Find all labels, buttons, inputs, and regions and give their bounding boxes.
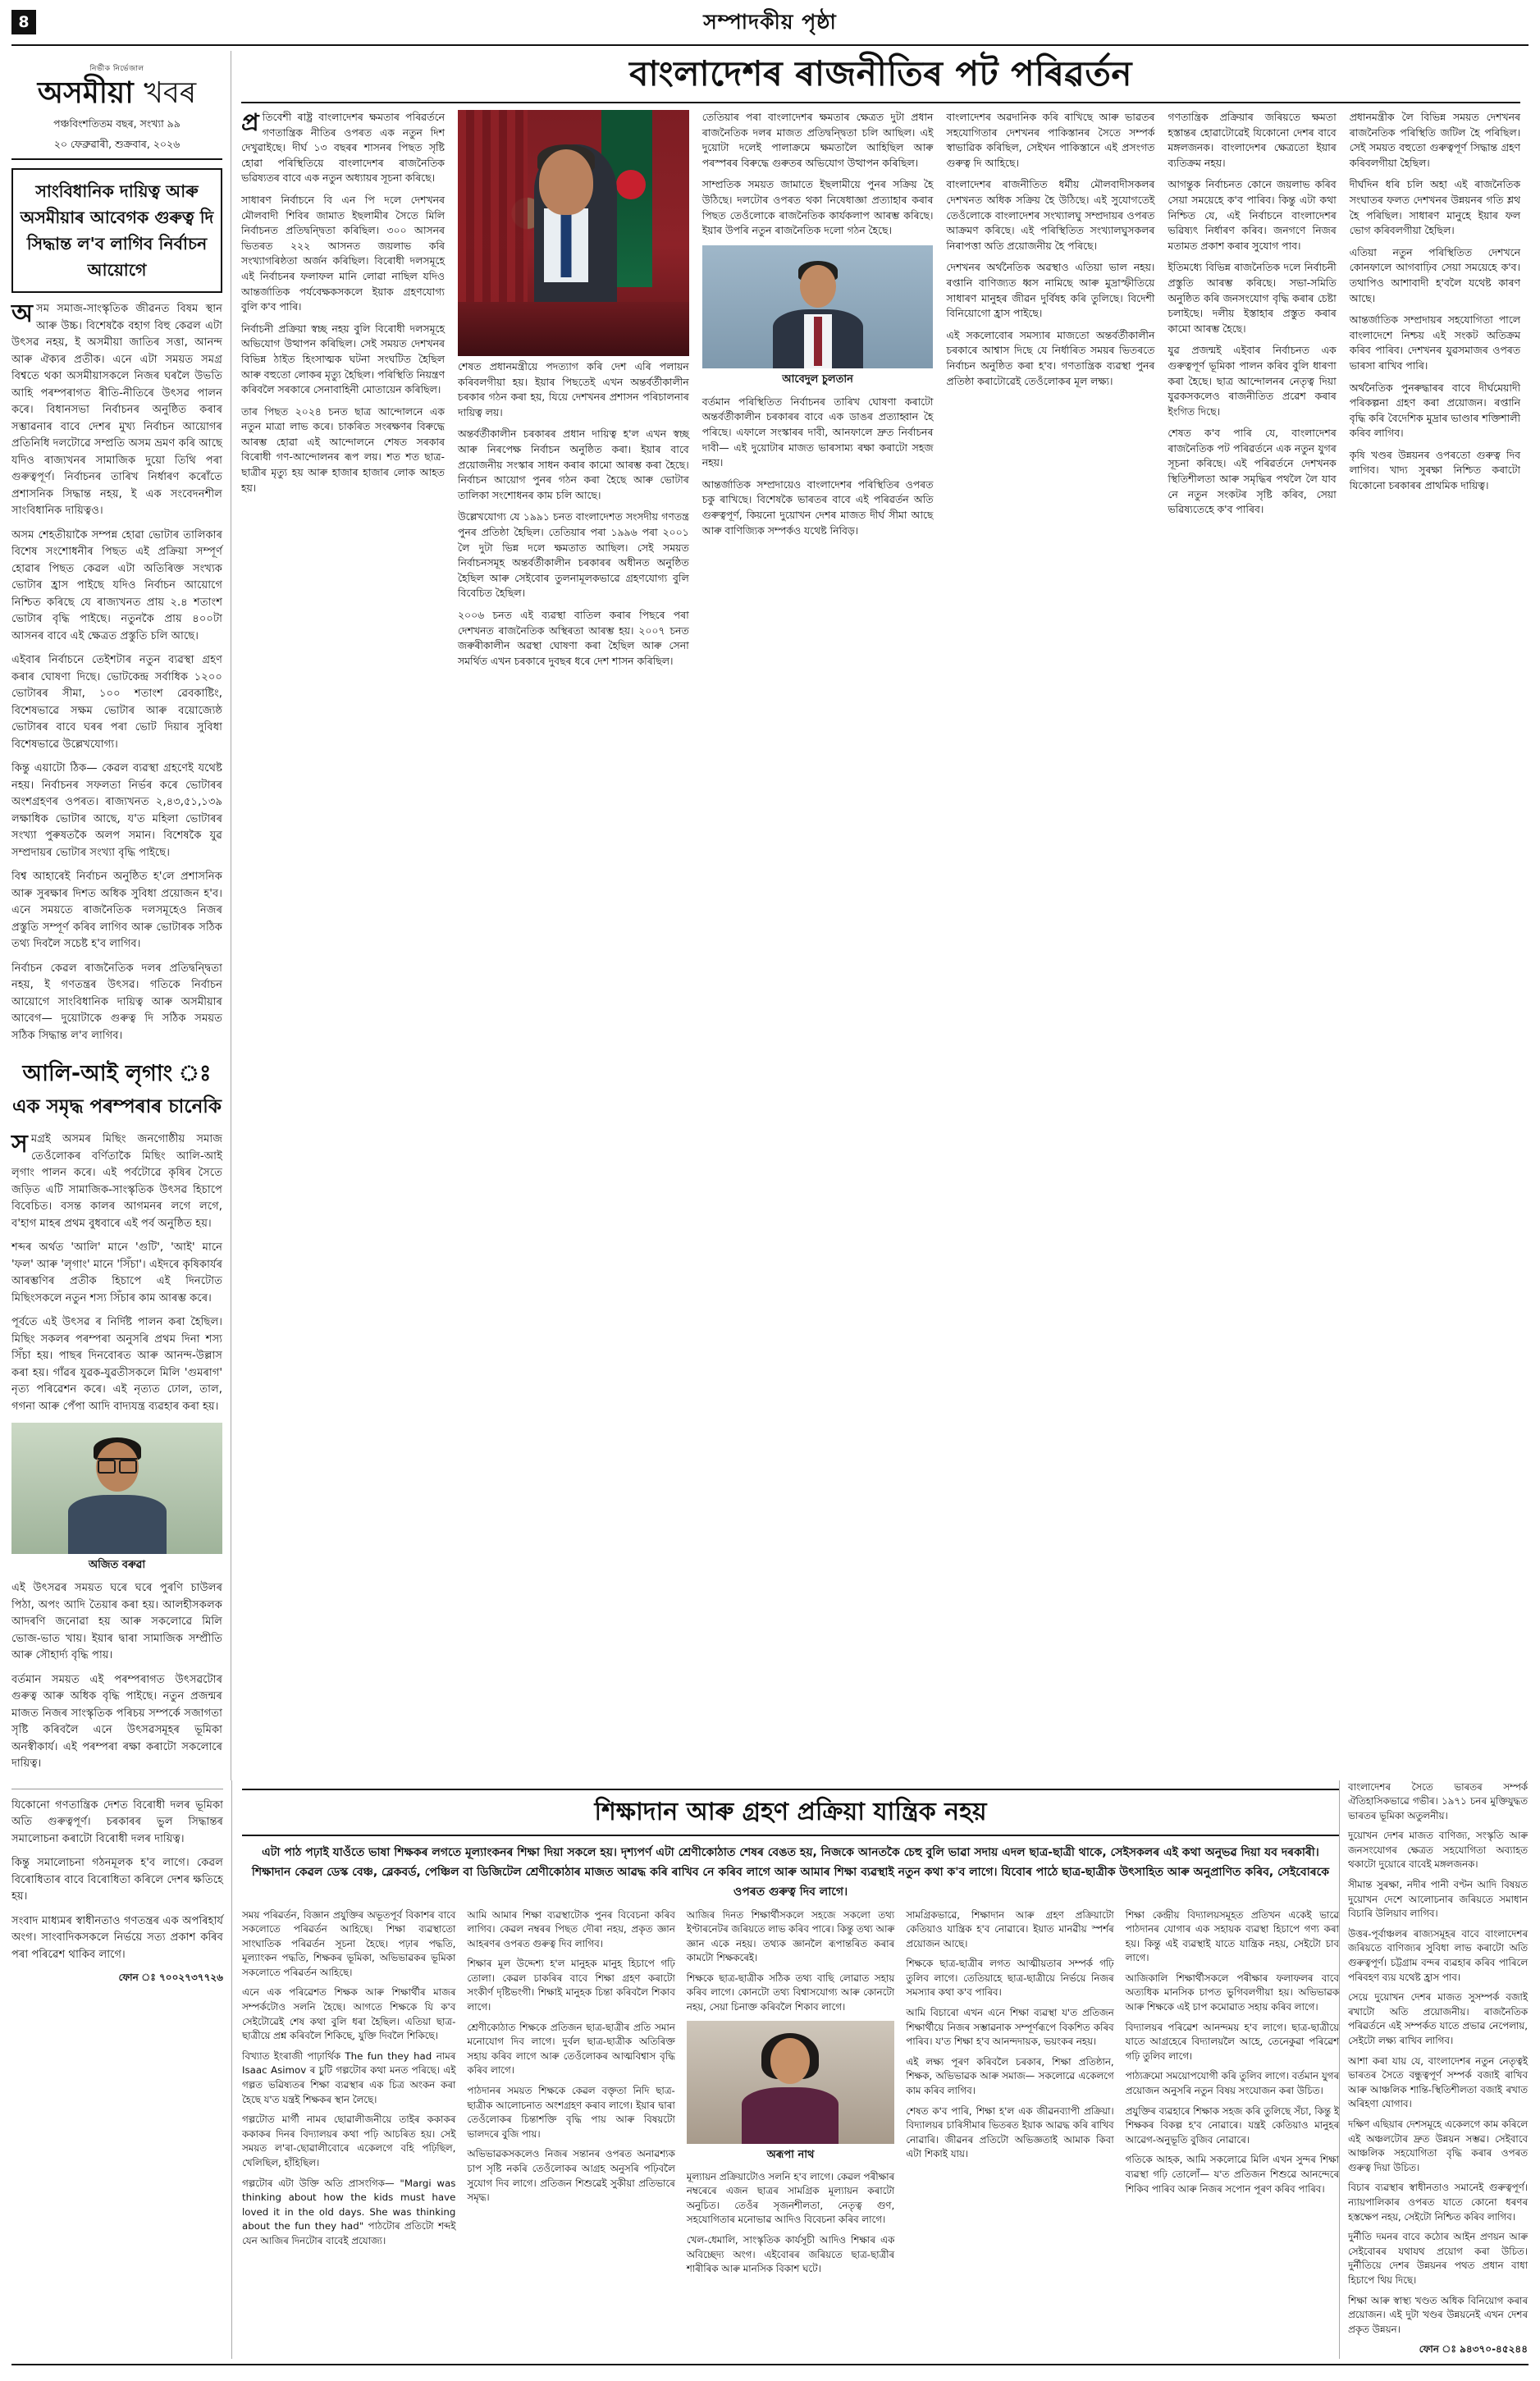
right-column-body bbox=[1348, 1780, 1528, 2338]
author-caption-abedul: আবেদুল চুলতান bbox=[782, 372, 853, 386]
article-column-4 bbox=[939, 110, 1161, 675]
right-paragraph: সীমান্ত সুৰক্ষা, নদীৰ পানী বণ্টন আদি বিষয়ত দুয়োখন দেশে আলোচনাৰ জৰিয়তে সমাধান বিচাৰি উলিয়াব লাগিব। bbox=[1348, 1879, 1528, 1920]
article-column-3 bbox=[696, 110, 940, 675]
education-article bbox=[231, 1780, 1339, 2360]
feature-body bbox=[11, 1131, 222, 1773]
phone-left: ফোন ঃ ৭০০২৭৩৭৭২৬ bbox=[118, 1972, 223, 1983]
education-columns bbox=[242, 1908, 1339, 2283]
lower-content bbox=[11, 1780, 1529, 2360]
tie-shape bbox=[814, 317, 822, 366]
right-paragraph: বাংলাদেশৰ সৈতে ভাৰতৰ সম্পৰ্ক ঐতিহাসিকভাৱে গভীৰ। ১৯৭১ চনৰ মুক্তিযুদ্ধত ভাৰতৰ ভূমিকা অতুলনীয়। bbox=[1348, 1780, 1528, 1821]
feature-paragraph: শব্দৰ অৰ্থত 'আলি' মানে 'গুটি', 'আই' মানে 'ফল' আৰু 'লৃগাং' মানে 'সিঁচা'। এইদৰে কৃষিকাৰ্যৰ আৰম্ভণিৰ প্ৰতীক হিচাপে এই দিনটোত মিছিংসকলে নতুন শস্য সিঁচাৰ কাম আৰম্ভ কৰে। bbox=[11, 1241, 222, 1305]
phone-right: ফোন ঃ ৯৪৩৭০-৪৫২৪৪ bbox=[1419, 2343, 1528, 2356]
portrait-illustration bbox=[11, 1423, 222, 1554]
article-paragraph: দেশখনৰ অৰ্থনৈতিক অৱস্থাও এতিয়া ভাল নহয়। ৰপ্তানি বাণিজ্যত ধ্বস নামিছে আৰু মুদ্ৰাস্ফীতিয়ে সাধাৰণ মানুহৰ জীৱন দুৰ্বিষহ কৰি তুলিছে। বিদেশী বিনিয়োগো হ্ৰাস পাইছে। bbox=[946, 261, 1155, 320]
education-paragraph: গল্পটোত মাৰ্গী নামৰ ছোৱালীজনীয়ে তাইৰ ককাকৰ ককাকৰ দিনৰ বিদ্যালয়ৰ কথা পঢ়ি আচৰিত হয়। সেই সময়ত ল'ৰা-ছোৱালীবোৰে একেলগে বহি পঢ়িছিল, খেলিছিল, হাঁহিছিল। bbox=[242, 2114, 456, 2168]
education-paragraph: পাঠ্যক্ৰমো সময়োপযোগী কৰি তুলিব লাগে। বৰ্তমান যুগৰ প্ৰয়োজন অনুসৰি নতুন বিষয় সংযোজন কৰা উচিত। bbox=[1125, 2070, 1339, 2097]
page-header bbox=[11, 8, 1529, 46]
article-paragraph: বাংলাদেশৰ অৱদানিক কৰি ৰাখিছে আৰু ভাৱতৰ সহযোগিতাৰ দেশখনৰ পাকিস্তানৰ সৈতে সম্পৰ্ক স্বাভাৱিক কৰিছিল, সেইখন পাকিস্তানে এই প্ৰসংগত গুৰুত্ব দি আহিছে। bbox=[946, 111, 1155, 169]
article-paragraph: বাংলাদেশৰ ৰাজনীতিত ধৰ্মীয় মৌলবাদীসকলৰ দেশখনত অধিক সক্ৰিয় হৈ উঠিছে। এই সুযোগতেই তেওঁলোকে বাংলাদেশৰ সংখ্যালঘু সম্প্ৰদায়ৰ ওপৰত আক্ৰমণ কৰিছে। এই পৰিস্থিতিত সংখ্যালঘুসকলৰ নিৰাপত্তা অতি প্ৰয়োজনীয় হৈ পৰিছে। bbox=[946, 178, 1155, 252]
main-story-columns bbox=[241, 110, 1520, 675]
main-headline: বাংলাদেশৰ ৰাজনীতিৰ পট পৰিৱৰ্তন bbox=[241, 51, 1520, 103]
article-paragraph: আন্তৰ্জাতিক সম্প্ৰদায়েও বাংলাদেশৰ পৰিস্থিতিৰ ওপৰত চকু ৰাখিছে। বিশেষকৈ ভাৰতৰ বাবে এই পৰিৱৰ্তন অতি গুৰুত্বপূৰ্ণ, কিয়নো দুয়োখন দেশৰ মাজত দীৰ্ঘ সীমা আছে আৰু বাণিজ্যিক সম্পৰ্কও যথেষ্ট নিবিড়। bbox=[701, 478, 934, 537]
feature-paragraph: সমগ্ৰই অসমৰ মিছিং জনগোষ্ঠীয় সমাজ তেওঁলোকৰ বৰ্ণিতাকৈ মিছিং আলি-আই লৃগাং পালন কৰে। এই পৰ্বটোৱে কৃষিৰ সৈতে জড়িত এটি সামাজিক-সাংস্কৃতিক উৎসৱ হিচাপে বিবেচিত। বসন্ত কালৰ আগমনৰ লগে লগে, ব'হাগ মাহৰ প্ৰথম বুধবাৰে এই পৰ্ব অনুষ্ঠিত হয়। bbox=[11, 1130, 222, 1230]
education-paragraph: শিক্ষাৰ মূল উদ্দেশ্য হ'ল মানুহক মানুহ হিচাপে গঢ়ি তোলা। কেৱল চাকৰিৰ বাবে শিক্ষা গ্ৰহণ কৰাটো সংকীৰ্ণ দৃষ্টিভংগী। শিক্ষাই মানুহক চিন্তা কৰিবলৈ শিকাব লাগে। bbox=[467, 1958, 675, 2013]
author-caption-ajit: অজিত বৰুৱা bbox=[88, 1559, 146, 1571]
masthead-title-bold: অসমীয়া bbox=[37, 76, 134, 110]
editorial-paragraph: অসম সমাজ-সাংস্কৃতিক জীৱনত বিষম স্থান আৰু উচ্চ। বিশেষকৈ বহাগ বিহু কেৱল এটা উৎসৱ নহয়, ই অসমীয়া জাতিৰ সত্তা, আনন্দ আৰু ঐক্যৰ প্ৰতীক। এনে এটা সময়ত সমগ্ৰ বিশ্বতে থকা অসমীয়াসকলে নিজৰ ঘৰলৈ উভতি আহি পৰম্পৰাগত ৰীতি-নীতিৰে উৎসৱ পালন কৰে। বিধানসভা নিৰ্বাচনৰ অনুষ্ঠিত কৰাৰ সম্ভাৱনাৰ বাবে দেশৰ মুখ্য নিৰ্বাচন আয়োগৰ প্ৰতিনিধি দলটোৱে সম্প্ৰতি অসম ভ্ৰমণ কৰি আছে যদিও ৰাজ্যখনৰ সামাজিক দুয়ো তিথি পৰা গুৰুত্বপূৰ্ণ। নিৰ্বাচনৰ তাৰিখ নিৰ্ধাৰণ কৰোঁতে প্ৰশাসনিক সিদ্ধান্ত নহয়, ই এক সংবেদনশীল সাংবিধানিক দায়িত্বও। bbox=[11, 299, 222, 517]
right-paragraph: কিন্তু সমালোচনা গঠনমূলক হ'ব লাগে। কেৱল বিৰোধিতাৰ বাবে বিৰোধিতা কৰিলে দেশৰ ক্ষতিহে হয়। bbox=[11, 1857, 223, 1903]
education-column-4 bbox=[900, 1908, 1119, 2283]
education-paragraph: অভিভাৱকসকলেও নিজৰ সন্তানৰ ওপৰত অনাৱশ্যক চাপ সৃষ্টি নকৰি তেওঁলোকৰ আগ্ৰহ অনুসৰি পঢ়িবলৈ সুযোগ দিব লাগে। প্ৰতিজন শিশুৱেই সুকীয়া প্ৰতিভাৰে সমৃদ্ধ। bbox=[467, 2148, 675, 2204]
education-paragraph: পাঠদানৰ সময়ত শিক্ষকে কেৱল বক্তৃতা নিদি ছাত্ৰ-ছাত্ৰীক আলোচনাত অংশগ্ৰহণ কৰাব লাগে। ইয়াৰ দ্বাৰা তেওঁলোকৰ চিন্তাশক্তি বৃদ্ধি পায় আৰু বিষয়টো ভালদৰে বুজি পায়। bbox=[467, 2085, 675, 2140]
masthead-kicker: নিৰ্ভীক নিৰ্ভেজাল bbox=[89, 65, 144, 73]
right-paragraph: দুয়োখন দেশৰ মাজত বাণিজ্য, সংস্কৃতি আৰু জনসংযোগৰ ক্ষেত্ৰত সহযোগিতা অব্যাহত থকাটো দুয়োৰে বাবেই মঙ্গলজনক। bbox=[1348, 1830, 1528, 1871]
tie-shape bbox=[561, 213, 572, 277]
right-continuation-column bbox=[1339, 1780, 1528, 2360]
right-paragraph: আন্তৰ্জাতিক সম্প্ৰদায়ৰ সহযোগিতা পালে বাংলাদেশে নিশ্চয় এই সংকট অতিক্ৰম কৰিব পাৰিব। দেশখনৰ যুৱসমাজৰ ওপৰত ভাৰসা ৰাখিব পাৰি। bbox=[1349, 313, 1520, 372]
education-paragraph: সামগ্ৰিকভাৱে, শিক্ষাদান আৰু গ্ৰহণ প্ৰক্ৰিয়াটো কেতিয়াও যান্ত্ৰিক হ'ব নোৱাৰে। ইয়াত মানৱীয় স্পৰ্শৰ প্ৰয়োজন আছে। bbox=[906, 1908, 1114, 1949]
body-shape bbox=[68, 1495, 167, 1554]
right-article-extra bbox=[11, 1798, 223, 1964]
author-caption-arupa: অৰূপা নাথ bbox=[766, 2148, 815, 2161]
right-paragraph: প্ৰধানমন্ত্ৰীক লৈ বিভিন্ন সময়ত দেশখনৰ ৰাজনৈতিক পৰিস্থিতি জটিল হৈ পৰিছিল। সেই সময়ত বহুতো গুৰুত্বপূৰ্ণ সিদ্ধান্ত গ্ৰহণ কৰিবলগীয়া হৈছিল। bbox=[1349, 111, 1520, 169]
editorial-paragraph: এইবাৰ নিৰ্বাচনে তেইশটাৰ নতুন ব্যৱস্থা গ্ৰহণ কৰাৰ ঘোষণা দিছে। ভোটকেন্দ্ৰ সৰ্বাধিক ১২০০ ভোটাৰৰ সীমা, ১০০ শতাংশ ৱেবকাষ্টিং, বিশেষভাৱে সক্ষম ভোটাৰ আৰু বয়োজ্যেষ্ঠ ভোটাৰৰ বাবে ঘৰৰ পৰা ভোট দিয়াৰ সুবিধা বিশেষভাৱে উল্লেখযোগ্য। bbox=[11, 654, 222, 751]
author-photo-ajit bbox=[11, 1423, 222, 1554]
article-paragraph: ২০০৬ চনত এই ব্যৱস্থা বাতিল কৰাৰ পিছৰে পৰা দেশখনত ৰাজনৈতিক অস্থিৰতা আৰম্ভ হয়। ২০০৭ চনত জৰুৰীকালীন অৱস্থা ঘোষণা কৰা হৈছিল আৰু সেনা সমৰ্থিত এখন চৰকাৰে দুবছৰ ধৰে দেশ শাসন কৰিছিল। bbox=[457, 608, 689, 667]
right-paragraph: সেয়ে দুয়োখন দেশৰ মাজত সুসম্পৰ্ক বজাই ৰখাটো অতি প্ৰয়োজনীয়। ৰাজনৈতিক পৰিৱৰ্তনে এই সম্পৰ্কত যাতে প্ৰভাৱ নেপেলায়, সেইটো লক্ষ্য ৰাখিব লাগিব। bbox=[1348, 1991, 1528, 2046]
author-photo-abedul bbox=[702, 245, 934, 368]
article-column-6 bbox=[1343, 110, 1520, 675]
page-bottom-rule bbox=[11, 2364, 1529, 2365]
article-paragraph: আগন্তুক নিৰ্বাচনত কোনে জয়লাভ কৰিব সেয়া সময়েহে ক'ব পাৰিব। কিন্তু এটা কথা নিশ্চিত যে, এই নিৰ্বাচনে বাংলাদেশৰ ভৱিষ্যৎ নিৰ্ধাৰণ কৰিব। জনগণে নিজৰ মতামত প্ৰকাশ কৰাৰ সুযোগ পাব। bbox=[1168, 178, 1337, 252]
article-column-5 bbox=[1161, 110, 1342, 675]
right-paragraph: দুৰ্নীতি দমনৰ বাবে কঠোৰ আইন প্ৰণয়ন আৰু সেইবোৰৰ যথাযথ প্ৰয়োগ কৰা উচিত। দুৰ্নীতিয়ে দেশৰ উন্নয়নৰ পথত প্ৰধান বাধা হিচাপে থিয় দিছে। bbox=[1348, 2231, 1528, 2286]
education-paragraph: প্ৰযুক্তিৰ ব্যৱহাৰে শিক্ষাক সহজ কৰি তুলিছে সঁচা, কিন্তু ই শিক্ষকৰ বিকল্প হ'ব নোৱাৰে। যন্ত্ৰই কেতিয়াও মানুহৰ আৱেগ-অনুভূতি বুজিব নোৱাৰে। bbox=[1125, 2105, 1339, 2146]
education-paragraph: আজিকালি শিক্ষাৰ্থীসকলে পৰীক্ষাৰ ফলাফলৰ বাবে অত্যধিক মানসিক চাপত ভুগিবলগীয়া হয়। অভিভাৱক আৰু শিক্ষকে এই চাপ কমোৱাত সহায় কৰিব লাগে। bbox=[1125, 1972, 1339, 2013]
education-column-1 bbox=[242, 1908, 461, 2283]
right-paragraph: দীৰ্ঘদিন ধৰি চলি অহা এই ৰাজনৈতিক সংঘাতৰ ফলত দেশখনৰ উন্নয়নৰ গতি শ্লথ হৈ পৰিছিল। সাধাৰণ মানুহে ইয়াৰ ফল ভোগ কৰিবলগীয়া হৈছিল। bbox=[1349, 178, 1520, 237]
masthead-date: ২০ ফেব্ৰুৱাৰী, শুক্ৰবাৰ, ২০২৬ bbox=[53, 138, 181, 150]
article-paragraph: তাৰ পিছত ২০২৪ চনত ছাত্ৰ আন্দোলনে এক নতুন মাত্ৰা লাভ কৰে। চাকৰিত সংৰক্ষণৰ বিৰুদ্ধে আৰম্ভ হোৱা এই আন্দোলনে শেষত সৰকাৰ বিৰোধী গণ-আন্দোলনৰ ৰূপ লয়। শত শত ছাত্ৰ-ছাত্ৰীৰ মৃত্যু হয় আৰু হাজাৰ হাজাৰ লোক আহত হয়। bbox=[241, 404, 445, 494]
education-paragraph: খেল-ধেমালি, সাংস্কৃতিক কাৰ্যসূচী আদিও শিক্ষাৰ এক অবিচ্ছেদ্য অংগ। এইবোৰৰ জৰিয়তে ছাত্ৰ-ছাত্ৰীৰ শাৰীৰিক আৰু মানসিক বিকাশ ঘটে। bbox=[686, 2234, 895, 2275]
education-paragraph: সময় পৰিৱৰ্তন, বিজ্ঞান প্ৰযুক্তিৰ অভূতপূৰ্ব বিকাশৰ বাবে সকলোতে পৰিৱৰ্তন আহিছে। শিক্ষা ব্যৱস্থাতো সাংঘাতিক পৰিৱৰ্তন সূচনা হৈছে। পঢ়াৰ পদ্ধতি, মূল্যাংকন পদ্ধতি, শিক্ষকৰ ভূমিকা, অভিভাৱকৰ ভূমিকা সকলোতে পৰিৱৰ্তন আহিছে। bbox=[242, 1908, 456, 1978]
article-paragraph: সাম্প্ৰতিক সময়ত জামাতে ইছলামীয়ে পুনৰ সক্ৰিয় হৈ উঠিছে। দলটোৰ ওপৰত থকা নিষেধাজ্ঞা প্ৰত্যাহাৰ কৰাৰ পিছত তেওঁলোকে ৰাজনৈতিক কাৰ্যকলাপ আৰম্ভ কৰিছে। ইয়াৰ উপৰি নতুন ৰাজনৈতিক দলো গঠন হৈছে। bbox=[701, 178, 934, 237]
page-number: 8 bbox=[11, 10, 36, 34]
education-paragraph: শিক্ষকে ছাত্ৰ-ছাত্ৰীক সঠিক তথ্য বাছি লোৱাত সহায় কৰিব লাগে। কোনটো তথ্য বিশ্বাসযোগ্য আৰু কোনটো নহয়, সেয়া চিনাক্ত কৰিবলৈ শিকাব লাগে। bbox=[686, 1972, 895, 2013]
article-paragraph: সাধাৰণ নিৰ্বাচনে বি এন পি দলে দেশখনৰ মৌলবাদী শিবিৰ জামাত ইছলামীৰ সৈতে মিলি নিৰ্বাচনত প্ৰতিদ্বন্দ্বিতা কৰিছিল। ৩০০ আসনৰ ভিতৰত ২২২ আসনত জয়লাভ কৰি সংখ্যাগৰিষ্ঠতা অৰ্জন কৰিছিল। বিৰোধী দলসমূহে এই নিৰ্বাচনৰ ফলাফল মানি লোৱা নাছিল যদিও আন্তৰ্জাতিক পৰ্যবেক্ষকসকলে ইয়াক গ্ৰহণযোগ্য বুলি ক'ব পাৰি। bbox=[241, 193, 445, 313]
education-paragraph: মূল্যায়ন প্ৰক্ৰিয়াটোও সলনি হ'ব লাগে। কেৱল পৰীক্ষাৰ নম্বৰেৰে এজন ছাত্ৰৰ সামগ্ৰিক মূল্যায়ন কৰাটো অনুচিত। তেওঁৰ সৃজনশীলতা, নেতৃত্ব গুণ, সহযোগিতাৰ মনোভাৱ আদিও বিবেচনা কৰিব লাগে। bbox=[686, 2170, 895, 2226]
feature-headline bbox=[11, 1058, 222, 1123]
main-photo bbox=[458, 110, 689, 356]
main-story-column bbox=[231, 51, 1520, 1780]
right-paragraph: দক্ষিণ এছিয়াৰ দেশসমূহে একেলগে কাম কৰিলে এই অঞ্চলটোৰ দ্ৰুত উন্নয়ন সম্ভৱ। সেইবাবে আঞ্চলিক সহযোগিতা বৃদ্ধি কৰাৰ ওপৰত গুৰুত্ব দিয়া উচিত। bbox=[1348, 2118, 1528, 2173]
article-paragraph: তেতিয়াৰ পৰা বাংলাদেশৰ ক্ষমতাৰ ক্ষেত্ৰত দুটা প্ৰধান ৰাজনৈতিক দলৰ মাজত প্ৰতিদ্বন্দ্বিতা চলি আছিল। এই দুয়োটা দলেই পালাক্ৰমে ক্ষমতালৈ আহিছিল আৰু পৰস্পৰৰ বিৰুদ্ধে গুৰুতৰ অভিযোগ উত্থাপন কৰিছিল। bbox=[701, 111, 934, 169]
editorial-body bbox=[11, 301, 222, 1044]
article-paragraph: নিৰ্বাচনী প্ৰক্ৰিয়া স্বচ্ছ নহয় বুলি বিৰোধী দলসমূহে অভিযোগ উত্থাপন কৰিছিল। সেই সময়ত দেশখনৰ বিভিন্ন ঠাইত হিংসাত্মক ঘটনা সংঘটিত হৈছিল আৰু বহুতো লোকৰ মৃত্যু হৈছিল। পৰিস্থিতি নিয়ন্ত্ৰণ কৰিবলৈ সৰকাৰে সেনাবাহিনী মোতায়েন কৰিছিল। bbox=[241, 322, 445, 396]
upper-content bbox=[11, 51, 1529, 1780]
right-paragraph: বিচাৰ ব্যৱস্থাৰ স্বাধীনতাও সমানেই গুৰুত্বপূৰ্ণ। ন্যায়পালিকাৰ ওপৰত যাতে কোনো ধৰণৰ হস্তক্ষেপ নহয়, সেইটো নিশ্চিত কৰিব লাগিব। bbox=[1348, 2182, 1528, 2223]
feature-paragraph: বৰ্তমান সময়ত এই পৰম্পৰাগত উৎসৱটোৰ গুৰুত্ব আৰু অধিক বৃদ্ধি পাইছে। নতুন প্ৰজন্মৰ মাজত নিজৰ সাংস্কৃতিক পৰিচয় সম্পৰ্কে সজাগতা সৃষ্টি কৰিবলৈ এনে উৎসৱসমূহৰ ভূমিকা অনস্বীকাৰ্য। এই পৰম্পৰা ৰক্ষা কৰাটো সকলোৰে দায়িত্ব। bbox=[11, 1673, 222, 1770]
right-paragraph: উত্তৰ-পূৰ্বাঞ্চলৰ ৰাজ্যসমূহৰ বাবে বাংলাদেশৰ জৰিয়তে বাণিজ্যৰ সুবিধা লাভ কৰাটো অতি গুৰুত্বপূৰ্ণ। চট্টগ্ৰাম বন্দৰ ব্যৱহাৰ কৰিব পাৰিলে পৰিবহণ ব্যয় যথেষ্ট হ্ৰাস পাব। bbox=[1348, 1927, 1528, 1983]
right-paragraph: কৃষি খণ্ডৰ উন্নয়নৰ ওপৰতো গুৰুত্ব দিব লাগিব। খাদ্য সুৰক্ষা নিশ্চিত কৰাটো যিকোনো চৰকাৰৰ প্ৰাথমিক দায়িত্ব। bbox=[1349, 448, 1520, 492]
editorial-paragraph: বিশ্ব আহাৰেই নিৰ্বাচন অনুষ্ঠিত হ'লে প্ৰশাসনিক আৰু সুৰক্ষাৰ দিশত অধিক সুবিধা প্ৰয়োজন হ'ব। এনে সময়তে ৰাজনৈতিক দলসমূহেও নিজৰ প্ৰস্তুতি সম্পূৰ্ণ কৰিব লাগিব আৰু ভোটাৰক সঠিক তথ্য দিবলৈ সচেষ্ট হ'ব লাগিব। bbox=[11, 871, 222, 950]
education-paragraph: শিক্ষকে ছাত্ৰ-ছাত্ৰীৰ লগত আত্মীয়তাৰ সম্পৰ্ক গঢ়ি তুলিব লাগে। তেতিয়াহে ছাত্ৰ-ছাত্ৰীয়ে নিৰ্ভয়ে নিজৰ সমস্যাৰ কথা ক'ব পাৰিব। bbox=[906, 1958, 1114, 1999]
right-paragraph: যিকোনো গণতান্ত্ৰিক দেশত বিৰোধী দলৰ ভূমিকা অতি গুৰুত্বপূৰ্ণ। চৰকাৰৰ ভুল সিদ্ধান্তৰ সমালোচনা কৰাটো বিৰোধী দলৰ দায়িত্ব। bbox=[11, 1798, 223, 1845]
section-title: সম্পাদকীয় পৃষ্ঠা bbox=[703, 10, 837, 34]
education-paragraph: এই লক্ষ্য পূৰণ কৰিবলৈ চৰকাৰ, শিক্ষা প্ৰতিষ্ঠান, শিক্ষক, অভিভাৱক আৰু সমাজ— সকলোৱে একেলগে কাম কৰিব লাগিব। bbox=[906, 2055, 1114, 2097]
education-paragraph: গল্পটোৰ এটা উক্তি অতি প্ৰাসংগিক— "Margi was thinking about how the kids must have loved it in the old days. She was thinking about the fun they had" পাঠটোৰ প্ৰতিটো শব্দই যেন আজিৰ দিনটোৰ বাবেই প্ৰযোজ্য। bbox=[242, 2177, 456, 2246]
masthead-column bbox=[11, 51, 231, 1780]
portrait-illustration bbox=[687, 2021, 894, 2144]
glasses-icon bbox=[98, 1458, 137, 1470]
education-paragraph: এনে এক পৰিৱেশত শিক্ষক আৰু শিক্ষাৰ্থীৰ মাজৰ সম্পৰ্কটোও সলনি হৈছে। আগতে শিক্ষকে যি ক'ব সেইটোৱেই শেষ কথা বুলি ধৰা হৈছিল। এতিয়া ছাত্ৰ-ছাত্ৰীয়ে প্ৰশ্ন কৰিবলৈ শিকিছে, যুক্তি দিবলৈ শিকিছে। bbox=[242, 1986, 456, 2042]
editorial-paragraph: অসম শেহতীয়াকৈ সম্পন্ন হোৱা ভোটাৰ তালিকাৰ বিশেষ সংশোধনীৰ পিছত এই প্ৰক্ৰিয়া সম্পূৰ্ণ হোৱাৰ পিছত কেৱল এটা অতিৰিক্ত সংখ্যক ভোটাৰ হ্ৰাস পাইছে যদিও নিৰ্বাচন আয়োগে নিশ্চিত কৰিছে যে ৰাজ্যখনত প্ৰায় ২.৪ শতাংশ ভোটাৰ বৃদ্ধি পাইছে। নতুনকৈ প্ৰায় ৪০০টা আসনৰ বাবে এই ক্ষেত্ৰত প্ৰস্তুতি চলি আছে। bbox=[11, 528, 222, 642]
article-paragraph: এই সকলোবোৰ সমস্যাৰ মাজতো অন্তৰ্বৰ্তীকালীন চৰকাৰে আশ্বাস দিছে যে নিৰ্ধাৰিত সময়ৰ ভিতৰতে নিৰ্বাচন অনুষ্ঠিত কৰা হ'ব। গণতান্ত্ৰিক ব্যৱস্থা পুনৰ প্ৰতিষ্ঠা কৰাটোৱেই তেওঁলোকৰ মূল লক্ষ্য। bbox=[946, 328, 1155, 387]
right-paragraph: সংবাদ মাধ্যমৰ স্বাধীনতাও গণতন্ত্ৰৰ এক অপৰিহাৰ্য অংগ। সাংবাদিকসকলে নিৰ্ভয়ে সত্য প্ৰকাশ কৰিব পৰা পৰিৱেশ থাকিব লাগে। bbox=[11, 1914, 223, 1961]
education-paragraph: শিক্ষা কেন্দ্ৰীয় বিদ্যালয়সমূহত প্ৰতিখন একেই ভাৱে পাঠদানৰ যোগাৰ এক সহায়ক ব্যৱস্থা হিচাপে গণ্য কৰা হয়। কিন্তু এই ব্যৱস্থাই যাতে যান্ত্ৰিক নহয়, সেইটো চাব লাগে। bbox=[1125, 1908, 1339, 1964]
education-column-3 bbox=[681, 1908, 900, 2283]
education-paragraph: শেষত ক'ব পাৰি, শিক্ষা হ'ল এক জীৱনব্যাপী প্ৰক্ৰিয়া। বিদ্যালয়ৰ চাৰিসীমাৰ ভিতৰত ইয়াক আৱদ্ধ কৰি ৰাখিব নোৱাৰি। জীৱনৰ প্ৰতিটো অভিজ্ঞতাই আমাক কিবা এটা শিকাই যায়। bbox=[906, 2105, 1114, 2160]
education-paragraph: আমি আমাৰ শিক্ষা ব্যৱস্থাটোক পুনৰ বিবেচনা কৰিব লাগিব। কেৱল নম্বৰৰ পিছত দৌৰা নহয়, প্ৰকৃত জ্ঞান আহৰণৰ ওপৰত গুৰুত্ব দিব লাগিব। bbox=[467, 1908, 675, 1949]
education-paragraph: গতিকে আহক, আমি সকলোৱে মিলি এখন সুন্দৰ শিক্ষা ব্যৱস্থা গঢ়ি তোলোঁ— য'ত প্ৰতিজন শিশুৱে আনন্দেৰে শিকিব পাৰিব আৰু নিজৰ সপোন পূৰণ কৰিব পাৰিব। bbox=[1125, 2154, 1339, 2195]
lower-left-column bbox=[11, 1780, 231, 2360]
feature-paragraph: এই উৎসৱৰ সময়ত ঘৰে ঘৰে পুৰণি চাউলৰ পিঠা, অপং আদি তৈয়াৰ কৰা হয়। আলহীসকলক আদৰণি জনোৱা হয় আৰু সকলোৱে মিলি ভোজ-ভাত খায়। ইয়াৰ দ্বাৰা সামাজিক সম্প্ৰীতি আৰু সৌহাৰ্দ্য বৃদ্ধি পায়। bbox=[11, 1582, 222, 1661]
article-paragraph: শেষত প্ৰধানমন্ত্ৰীয়ে পদত্যাগ কৰি দেশ এৰি পলায়ন কৰিবলগীয়া হয়। ইয়াৰ পিছতেই এখন অন্তৰ্বৰ্তীকালীন চৰকাৰ গঠন কৰা হয়, যিয়ে দেশখনৰ প্ৰশাসন পৰিচালনাৰ দায়িত্ব লয়। bbox=[457, 360, 689, 418]
article-paragraph: যুৱ প্ৰজন্মই এইবাৰ নিৰ্বাচনত এক গুৰুত্বপূৰ্ণ ভূমিকা পালন কৰিব বুলি ধাৰণা কৰা হৈছে। ছাত্ৰ আন্দোলনৰ নেতৃত্ব দিয়া যুৱকসকলেও ৰাজনীতিত প্ৰৱেশ কৰাৰ ইংগিত দিছে। bbox=[1168, 344, 1337, 418]
podium-illustration bbox=[458, 110, 689, 356]
article-paragraph: উল্লেখযোগ্য যে ১৯৯১ চনত বাংলাদেশত সংসদীয় গণতন্ত্ৰ পুনৰ প্ৰতিষ্ঠা হৈছিল। তেতিয়াৰ পৰা ১৯৯৬ পৰা ২০০১ লৈ দুটা ভিন্ন দলে ক্ষমতাত আছিল। সেই সময়ত নিৰ্বাচনসমূহ অন্তৰ্বৰ্তীকালীন চৰকাৰৰ অধীনত অনুষ্ঠিত হৈছিল আৰু সেইবোৰ তুলনামূলকভাৱে গ্ৰহণযোগ্য বুলি বিবেচিত হৈছিল। bbox=[457, 510, 689, 600]
article-paragraph: ইতিমধ্যে বিভিন্ন ৰাজনৈতিক দলে নিৰ্বাচনী প্ৰস্তুতি আৰম্ভ কৰিছে। সভা-সমিতি অনুষ্ঠিত কৰি জনসংযোগ বৃদ্ধি কৰাৰ চেষ্টা চলাইছে। দলীয় ইস্তাহাৰ প্ৰস্তুত কৰাৰ কামো আৰম্ভ হৈছে। bbox=[1168, 261, 1337, 335]
masthead-rule bbox=[11, 158, 222, 160]
article-paragraph: অন্তৰ্বৰ্তীকালীন চৰকাৰৰ প্ৰধান দায়িত্ব হ'ল এখন স্বচ্ছ আৰু নিৰপেক্ষ নিৰ্বাচন অনুষ্ঠিত কৰা। ইয়াৰ বাবে প্ৰয়োজনীয় সংস্কাৰ সাধন কৰাৰ কামো আৰম্ভ কৰা হৈছে। নিৰ্বাচন আয়োগ পুনৰ গঠন কৰা হৈছে আৰু ভোটাৰ তালিকা সংশোধনৰ কাম চলি আছে। bbox=[457, 427, 689, 501]
feature-headline-line2: এক সমৃদ্ধ পৰম্পৰাৰ চানেকি bbox=[12, 1096, 222, 1117]
masthead-title bbox=[11, 76, 222, 111]
right-paragraph: অৰ্থনৈতিক পুনৰুদ্ধাৰৰ বাবে দীৰ্ঘমেয়াদী পৰিকল্পনা গ্ৰহণ কৰা প্ৰয়োজন। ৰপ্তানি বৃদ্ধি কৰি বৈদেশিক মুদ্ৰাৰ ভাণ্ডাৰ শক্তিশালী কৰিব লাগিব। bbox=[1349, 381, 1520, 440]
education-paragraph: বিখ্যাত ইংৰাজী পাঢ়াৰ্থিক The fun they had নামৰ Isaac Asimov ৰ চুটি গল্পটোৰ কথা মনত পৰিছে। এই গল্পত ভৱিষ্যতৰ শিক্ষা ব্যৱস্থাৰ এক চিত্ৰ অংকন কৰা হৈছে য'ত যন্ত্ৰই শিক্ষকৰ স্থান লৈছে। bbox=[242, 2050, 456, 2105]
feature-headline-line1: আলি-আই লৃগাং ঃ bbox=[22, 1061, 212, 1086]
editorial-paragraph: কিন্তু এয়াটো ঠিক— কেৱল ব্যৱস্থা গ্ৰহণেই যথেষ্ট নহয়। নিৰ্বাচনৰ সফলতা নিৰ্ভৰ কৰে ভোটাৰৰ অংশগ্ৰহণৰ ওপৰত। ৰাজ্যখনত ২,৪৩,৫১,১৩৯ লক্ষাধিক ভোটাৰ আছে, য'ত মহিলা ভোটাৰৰ সংখ্যা পুৰুষতকৈ অলপ সমান। বিশেষকৈ যুৱ সম্প্ৰদায়ৰ ভোটাৰ সংখ্যা বৃদ্ধি পাইছে। bbox=[11, 762, 222, 859]
podium-desk bbox=[458, 302, 689, 356]
education-headline: শিক্ষাদান আৰু গ্ৰহণ প্ৰক্ৰিয়া যান্ত্ৰিক নহয় bbox=[242, 1789, 1339, 1836]
education-paragraph: আজিৰ দিনত শিক্ষাৰ্থীসকলে সহজে সকলো তথ্য ইণ্টাৰনেটৰ জৰিয়তে লাভ কৰিব পাৰে। কিন্তু তথ্য আৰু জ্ঞান একে নহয়। তথ্যক জ্ঞানলৈ ৰূপান্তৰিত কৰাৰ কামটো শিক্ষকৰেই। bbox=[686, 1908, 895, 1964]
editorial-headline: সাংবিধানিক দায়িত্ব আৰু অসমীয়াৰ আবেগক গুৰুত্ব দি সিদ্ধান্ত ল'ব লাগিব নিৰ্বাচন আয়োগে bbox=[11, 168, 222, 293]
masthead bbox=[11, 51, 222, 160]
right-paragraph: শিক্ষা আৰু স্বাস্থ্য খণ্ডত অধিক বিনিয়োগ কৰাৰ প্ৰয়োজন। এই দুটা খণ্ডৰ উন্নয়নেই এখন দেশৰ প্ৰকৃত উন্নয়ন। bbox=[1348, 2294, 1528, 2335]
article-paragraph: শেষত ক'ব পাৰি যে, বাংলাদেশৰ ৰাজনৈতিক পট পৰিৱৰ্তনে এক নতুন যুগৰ সূচনা কৰিছে। এই পৰিৱৰ্তনে দেশখনক স্থিতিশীলতা আৰু সমৃদ্ধিৰ পথলৈ লৈ যাব নে নতুন সংকটৰ সৃষ্টি কৰিব, সেয়া ভৱিষ্যতেহে ক'ব পাৰিব। bbox=[1168, 427, 1337, 516]
education-standfirst: এটা পাঠ পঢ়াই যাওঁতে ভাষা শিক্ষকৰ লগতে মূল্যাংকনৰ শিক্ষা দিয়া সকলে হয়। দৃশ্যপৰ্ণ এটা শ্ৰেণীকোঠাত শেষৰ বেঙত হয়, নিজকে আনতকৈ চেহু বুলি ভাৱা সদায় এদল ছাত্ৰ-ছাত্ৰী থাকে, সেইসকলৰ এই কথা অনুভৱ দিয়া যব দৰকাৰী। শিক্ষাদান কেৱল ডেস্ক বেঞ্চ, ব্লেকবৰ্ড, পেঞ্চিল বা ডিজিটেল শ্ৰেণীকোঠাৰ মাজত আৱদ্ধ কৰি ৰাখিব নে কৰিব লাগে আৰু আমাৰ শিক্ষা ব্যৱস্থাই নতুন কথা ক'ব লাগে। যিবোৰ পাঠে ছাত্ৰ-ছাত্ৰীক উৎসাহিত আৰু অনুপ্ৰাণিত কৰিব, সেইবোৰকে ওপৰত গুৰুত্ব দিব লাগে। bbox=[251, 1845, 1330, 1899]
article-paragraph: বৰ্তমান পৰিস্থিতিত নিৰ্বাচনৰ তাৰিখ ঘোষণা কৰাটো অন্তৰ্বৰ্তীকালীন চৰকাৰৰ বাবে এক ডাঙৰ প্ৰত্যাহ্বান হৈ পৰিছে। এফালে সংস্কাৰৰ দাবী, আনফালে দ্ৰুত নিৰ্বাচনৰ দাবী— এই দুয়োটাৰ মাজত ভাৰসাম্য ৰক্ষা কৰাটো সহজ নহয়। bbox=[701, 395, 934, 469]
education-column-2 bbox=[461, 1908, 680, 2283]
article-paragraph: গণতান্ত্ৰিক প্ৰক্ৰিয়াৰ জৰিয়তে ক্ষমতা হস্তান্তৰ হোৱাটোৱেই যিকোনো দেশৰ বাবে মঙ্গলজনক। বাংলাদেশৰ ক্ষেত্ৰতো ইয়াৰ ব্যতিক্ৰম নহয়। bbox=[1168, 111, 1337, 169]
education-paragraph: আমি বিচাৰো এখন এনে শিক্ষা ব্যৱস্থা য'ত প্ৰতিজন শিক্ষাৰ্থীয়ে নিজৰ সম্ভাৱনাক সম্পূৰ্ণৰূপে বিকশিত কৰিব পাৰিব। য'ত শিক্ষা হ'ব আনন্দদায়ক, ভয়ংকৰ নহয়। bbox=[906, 2007, 1114, 2048]
article-column-1 bbox=[241, 110, 451, 675]
article-paragraph: প্ৰতিবেশী ৰাষ্ট্ৰ বাংলাদেশৰ ক্ষমতাৰ পৰিৱৰ্তনে গণতান্ত্ৰিক নীতিৰ ওপৰত এক নতুন দিশ দেখুৱাইছে। দীৰ্ঘ ১৩ বছৰৰ শাসনৰ পিছত সৃষ্টি হোৱা পৰিস্থিতিয়ে বাংলাদেশৰ ৰাজনৈতিক ভৱিষ্যতৰ বাবে এক নতুন অধ্যায়ৰ সূচনা কৰিছে। bbox=[241, 108, 445, 185]
masthead-title-thin: খবৰ bbox=[144, 76, 197, 110]
editorial-paragraph: নিৰ্বাচন কেৱল ৰাজনৈতিক দলৰ প্ৰতিদ্বন্দ্বিতা নহয়, ই গণতন্ত্ৰৰ উৎসৱ। গতিকে নিৰ্বাচন আয়োগে সাংবিধানিক দায়িত্ব আৰু অসমীয়াৰ আবেগ— দুয়োটাকে গুৰুত্ব দি সঠিক সময়ত সঠিক সিদ্ধান্ত ল'ব লাগিব। bbox=[11, 962, 222, 1042]
education-paragraph: বিদ্যালয়ৰ পৰিৱেশ আনন্দময় হ'ব লাগে। ছাত্ৰ-ছাত্ৰীয়ে যাতে আগ্ৰহেৰে বিদ্যালয়লৈ আহে, তেনেকুৱা পৰিৱেশ গঢ়ি তুলিব লাগে। bbox=[1125, 2021, 1339, 2062]
feature-paragraph: পূৰ্বতে এই উৎসৱ ৰ নিৰ্দিষ্ট পালন কৰা হৈছিল। মিছিং সকলৰ পৰম্পৰা অনুসৰি প্ৰথম দিনা শস্য সিঁচা হয়। পাছৰ দিনবোৰত আৰু আনন্দ-উল্লাস কৰা হয়। গাঁৱৰ যুৱক-যুৱতীসকলে মিলি 'গুমৰাগ' নৃত্য পৰিৱেশন কৰে। এই নৃত্যত ঢোল, তাল, গগনা আৰু পেঁপা আদি বাদ্যযন্ত্ৰ ব্যৱহাৰ কৰা হয়। bbox=[11, 1316, 222, 1413]
head-shape bbox=[770, 2038, 810, 2084]
right-paragraph: আশা কৰা যায় যে, বাংলাদেশৰ নতুন নেতৃত্বই ভাৰতৰ সৈতে বন্ধুত্বপূৰ্ণ সম্পৰ্ক বজাই ৰাখিব আৰু আঞ্চলিক শান্তি-স্থিতিশীলতা বজাই ৰখাত অৰিহণা যোগাব। bbox=[1348, 2054, 1528, 2110]
head-shape bbox=[800, 265, 836, 308]
article-column-2 bbox=[451, 110, 696, 675]
portrait-illustration bbox=[702, 245, 934, 368]
author-photo-arupa bbox=[687, 2021, 894, 2144]
education-paragraph: শ্ৰেণীকোঠাত শিক্ষকে প্ৰতিজন ছাত্ৰ-ছাত্ৰীৰ প্ৰতি সমান মনোযোগ দিব লাগে। দুৰ্বল ছাত্ৰ-ছাত্ৰীক অতিৰিক্ত সহায় কৰিব লাগে আৰু তেওঁলোকৰ আত্মবিশ্বাস বৃদ্ধি কৰিব লাগে। bbox=[467, 2021, 675, 2077]
body-shape bbox=[742, 2087, 839, 2144]
masthead-volume: পঞ্চবিংশতিতম বছৰ, সংখ্যা ৯৯ bbox=[53, 117, 181, 130]
head-shape bbox=[539, 149, 593, 215]
right-paragraph: এতিয়া নতুন পৰিস্থিতিত দেশখনে কোনফালে আগবাঢ়িব সেয়া সময়েহে ক'ব। তথাপিও আশাবাদী হ'বলৈ যথেষ্ট কাৰণ আছে। bbox=[1349, 245, 1520, 304]
education-column-5 bbox=[1120, 1908, 1339, 2283]
